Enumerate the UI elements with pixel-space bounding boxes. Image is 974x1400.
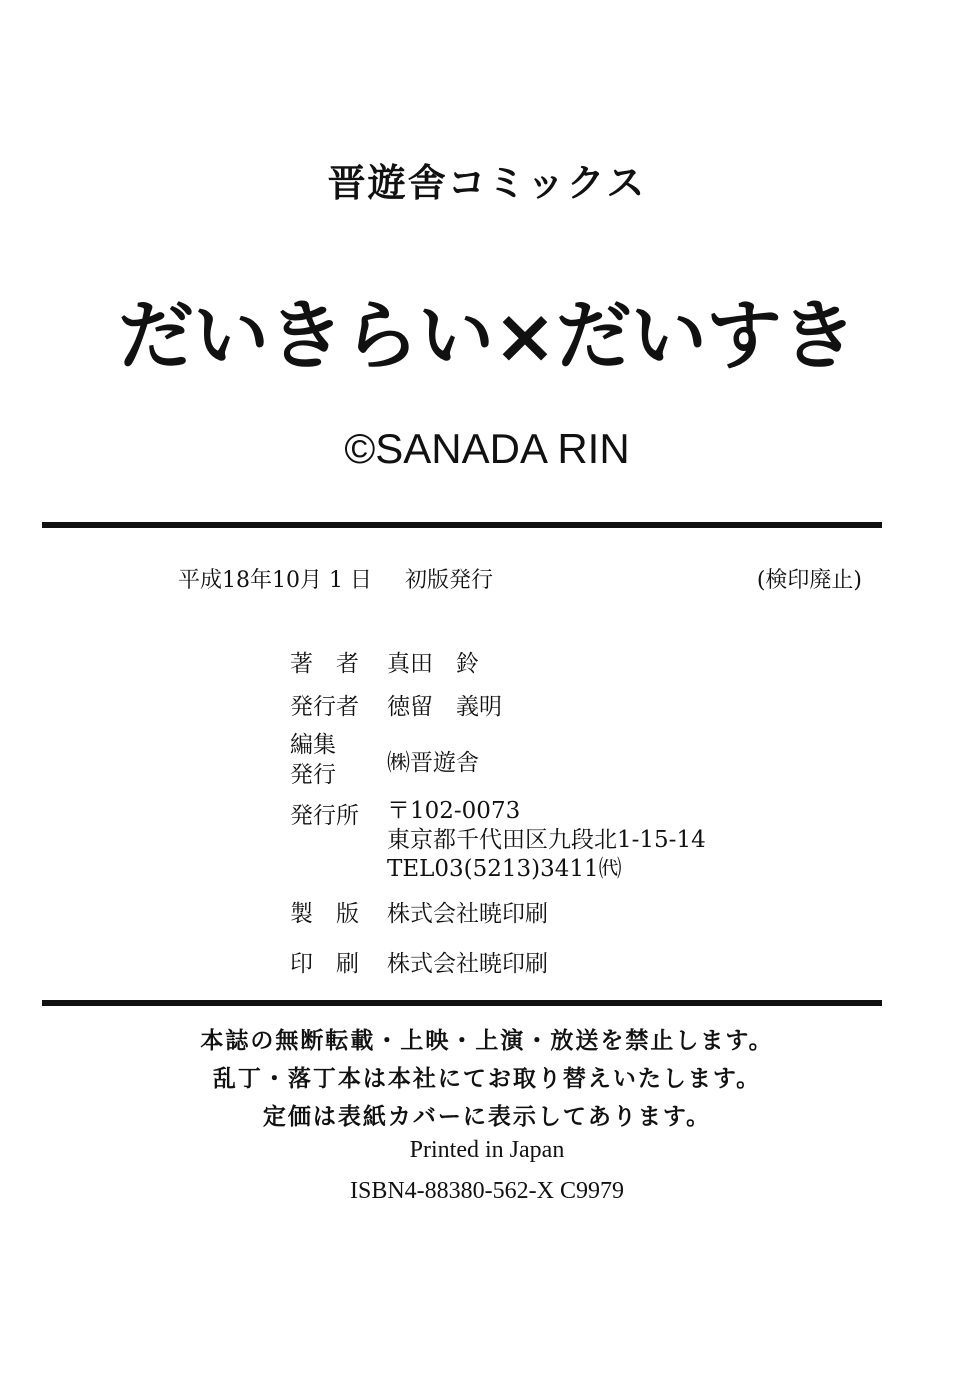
- office-address: [387, 797, 706, 884]
- notice-line-1: 本誌の無断転載・上映・上演・放送を禁止します。: [200, 1028, 774, 1054]
- street-address: 東京都千代田区九段北1-15-14: [387, 827, 706, 853]
- divider-top: [42, 522, 882, 528]
- print-company: 株式会社暁印刷: [387, 951, 548, 977]
- editing-label-line1: 編集: [290, 732, 336, 758]
- edition-type: 初版発行: [404, 568, 493, 593]
- editing-label: [290, 730, 370, 790]
- notice-line-2: 乱丁・落丁本は本社にてお取り替えいたします。: [212, 1066, 762, 1092]
- legal-notice: [0, 1022, 974, 1136]
- postal-code: 〒102-0073: [387, 798, 521, 824]
- printed-in: Printed in Japan: [409, 1137, 565, 1163]
- print-label: 印 刷: [290, 951, 359, 977]
- plate-company: 株式会社暁印刷: [387, 901, 548, 927]
- office-label: 発行所: [290, 803, 359, 829]
- editing-company: ㈱晋遊舎: [387, 750, 479, 776]
- edition-date: 平成18年10月 1 日: [178, 568, 372, 593]
- divider-bottom: [42, 1000, 882, 1006]
- publisher-person-label: 発行者: [290, 694, 359, 720]
- notice-line-3: 定価は表紙カバーに表示してあります。: [262, 1104, 712, 1130]
- stamp-note: (検印廃止): [756, 568, 862, 593]
- series-name: 晋遊舎コミックス: [327, 161, 647, 205]
- author-name: 真田 鈴: [387, 651, 479, 677]
- isbn: ISBN4-88380-562-X C9979: [350, 1178, 624, 1204]
- publisher-person-name: 徳留 義明: [387, 694, 502, 720]
- book-title: だいきらい×だいすき: [118, 291, 856, 380]
- copyright: ©SANADA RIN: [344, 425, 630, 472]
- editing-label-line2: 発行: [290, 762, 336, 788]
- telephone: TEL03(5213)3411㈹: [387, 856, 622, 882]
- author-label: 著 者: [290, 651, 359, 677]
- edition-info: [178, 563, 519, 594]
- plate-label: 製 版: [290, 901, 359, 927]
